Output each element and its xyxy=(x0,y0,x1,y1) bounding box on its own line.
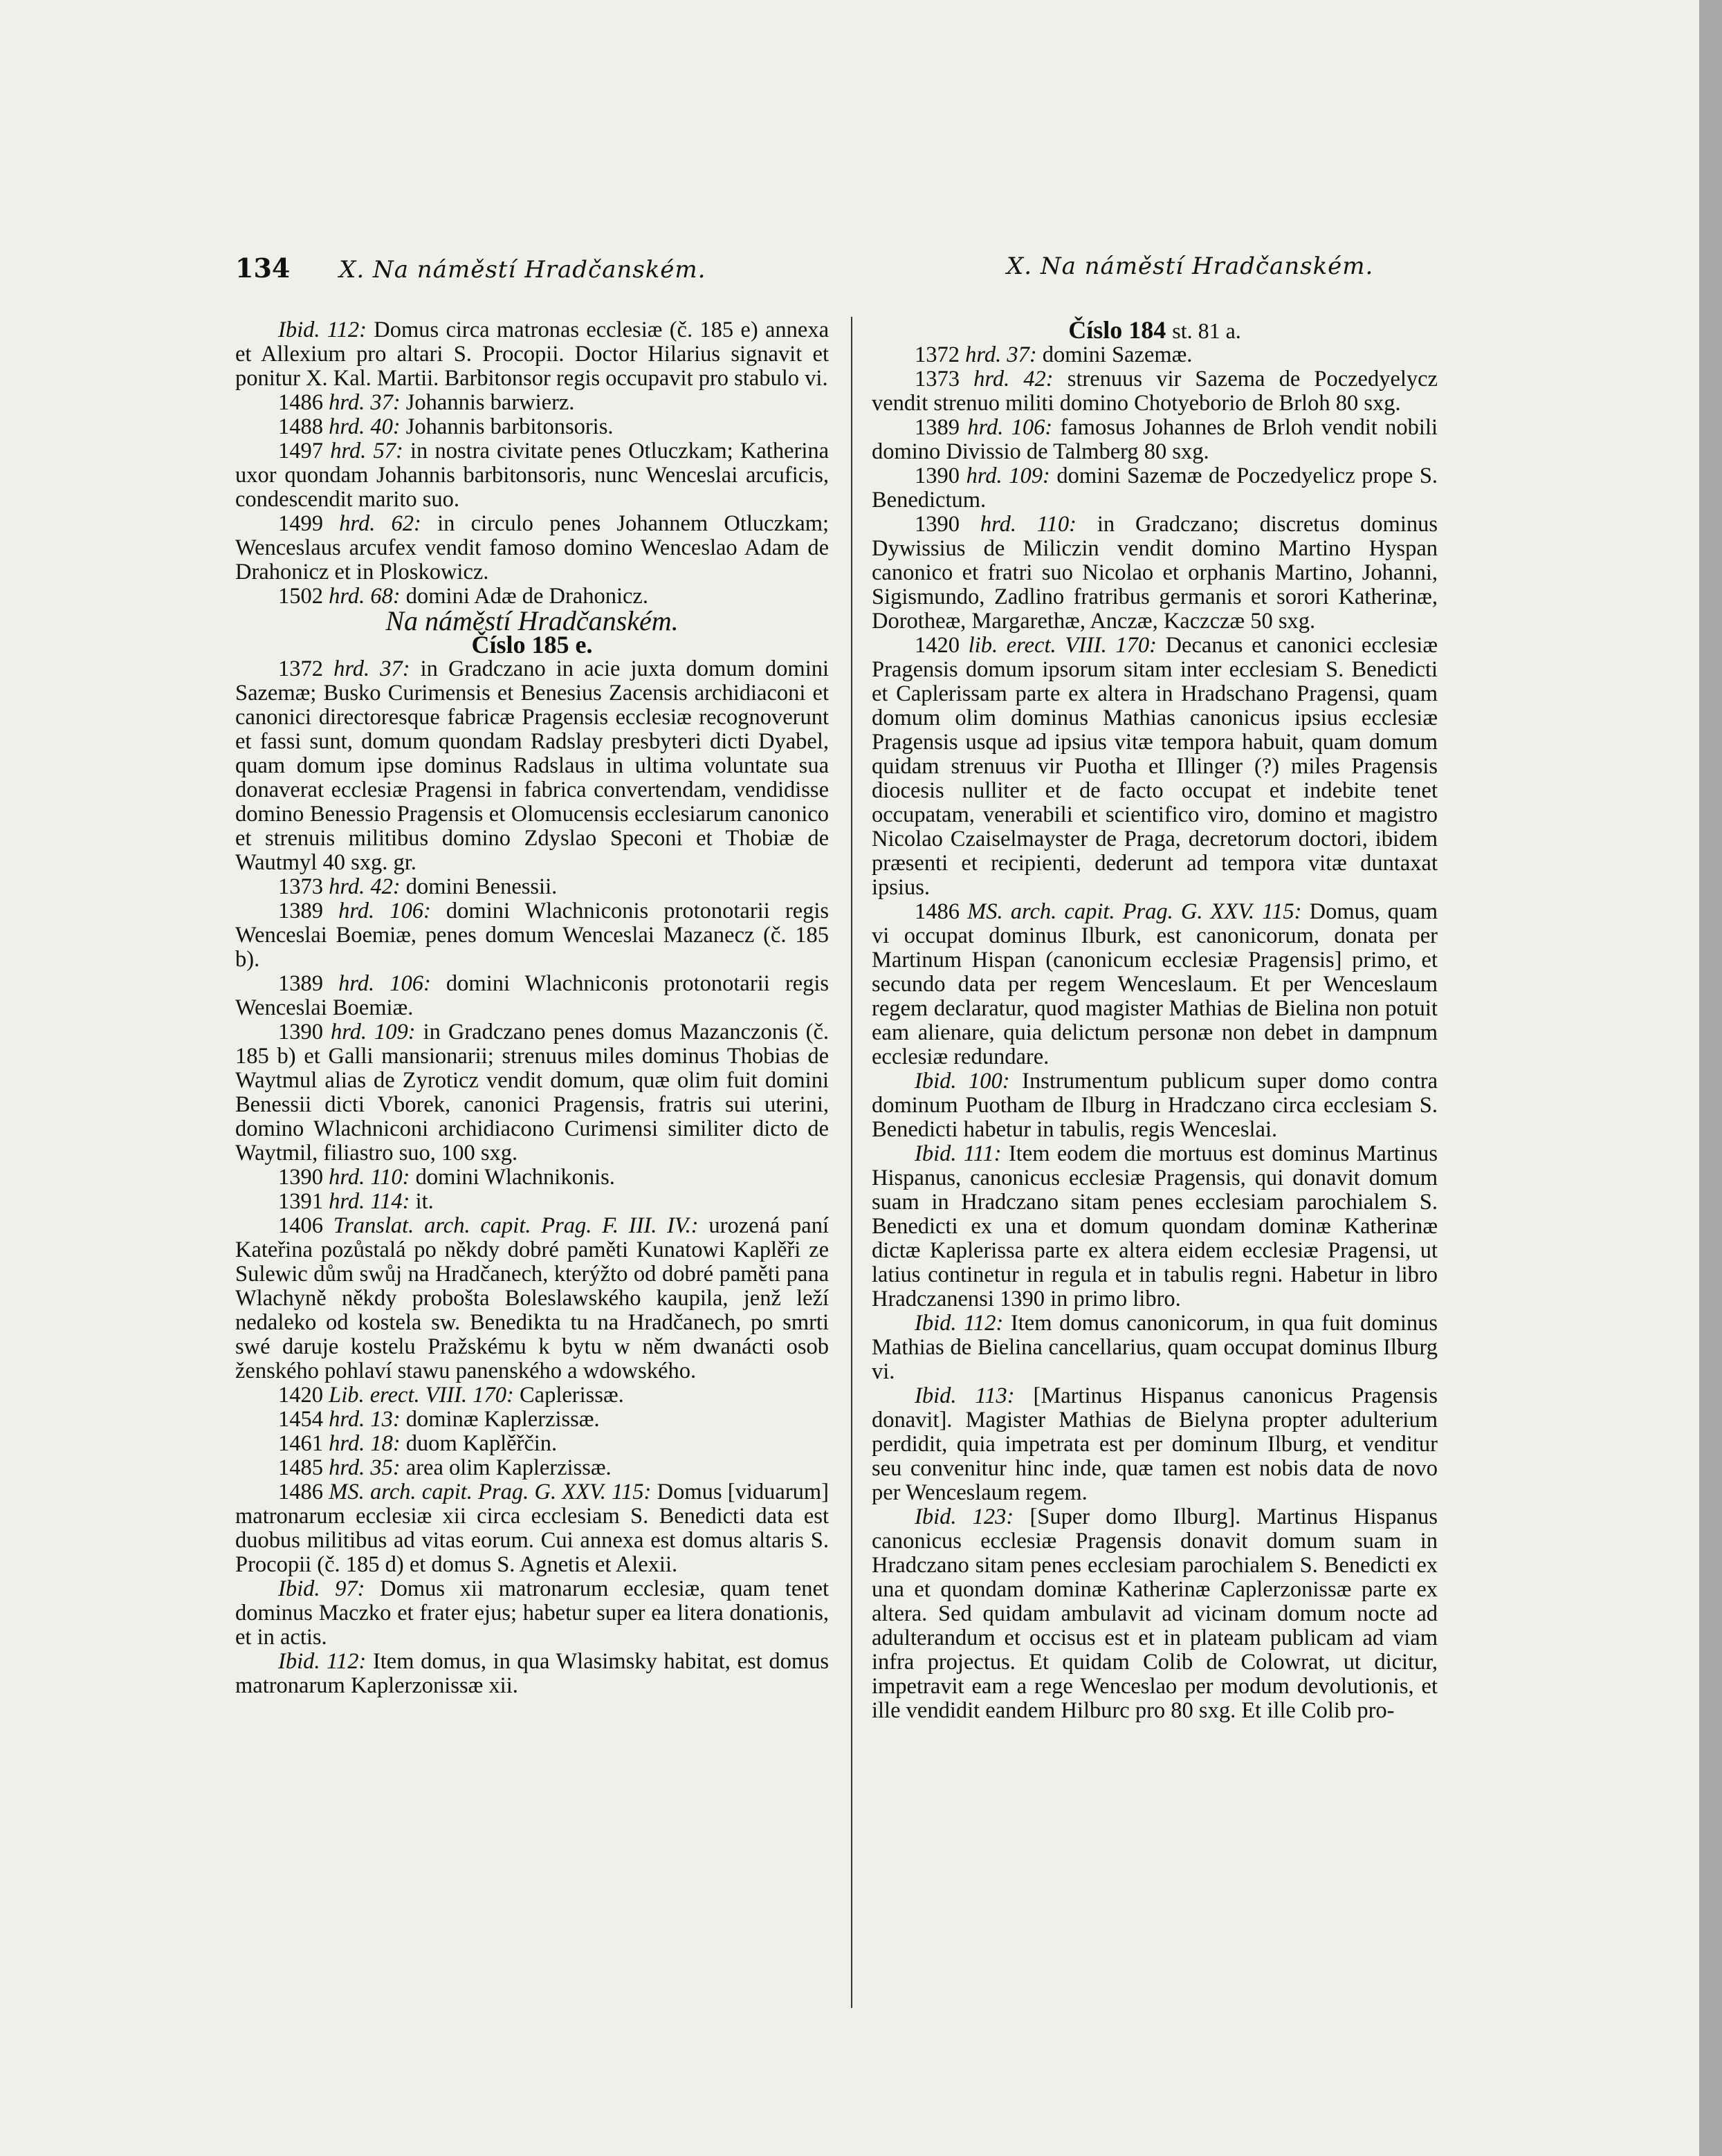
scan-edge xyxy=(1699,0,1722,2156)
entry-text: Caplerissæ. xyxy=(513,1383,624,1408)
entry-paragraph xyxy=(872,367,1438,416)
entry-text: domini Wlachniconis protonotarii regis Wenceslai Boemiæ. xyxy=(235,971,829,1020)
column-divider xyxy=(851,317,852,2008)
entry-citation: hrd. 110: xyxy=(329,1165,410,1190)
left-entries-185e xyxy=(235,657,829,1698)
entry-citation: Ibid. 112: xyxy=(915,1311,1004,1336)
house-number-185e: Číslo 185 e. xyxy=(471,631,593,658)
entry-paragraph xyxy=(235,512,829,584)
entry-text: Domus, quam vi occupat dominus Ilburk, est canonicorum, donata per Martinum Hispan (canonicum ecclesiæ Pragensis] primo, et secundo data per regem Wenceslaum. Et per Wenceslaum regem declaratur, quod magister Mathias de Bielina non potuit eam alienare, quia delictum personæ non debet in dampnum ecclesiæ redundare. xyxy=(872,899,1438,1069)
entry-text: [Super domo Ilburg]. Martinus Hispanus canonicus ecclesiæ Pragensis donavit domum suam in Hradczano sitam penes ecclesiam parochialem S. Benedicti ex una et quondam dominæ Katherinæ Caplerzonissæ parte ex altera. Sed quidam ambulavit ad vicinam domum nocte ad adulterandum et occisus est et in plateam publicam ad viam infra projectus. Et quidam Colib de Colowrat, ut dicitur, impetravit eam a rege Wenceslao per modum devolutionis, et ille vendidit eandem Hilburc pro 80 sxg. Et ille Colib pro- xyxy=(872,1504,1438,1723)
entry-text: Item domus, in qua Wlasimsky habitat, est domus matronarum Kaplerzonissæ xii. xyxy=(235,1649,830,1698)
entry-citation: hrd. 110: xyxy=(980,512,1077,537)
entry-text: Decanus et canonici ecclesiæ Pragensis domum ipsorum sitam inter ecclesiam S. Benedicti et Caplerissam parte ex altera in Hradschano Pragensi, quam domum olim dominus Mathias canonicus ipsius ecclesiæ Pragensis usque ad ipsius vitæ tempora habuit, quam domum quidam strenuus vir Puotha et Illinger (?) miles Pragensis diocesis nulliter et de facto occupat et indebite tenet occupatam, venerabili et scientifico viro, domino et magistro Nicolao Czaiselmayster de Praga, decretorum doctori, ibidem præsenti et recipienti, dederunt ad tempora vitæ duntaxat ipsius. xyxy=(872,633,1438,900)
entry-paragraph xyxy=(235,1408,829,1432)
entry-text: urozená paní Kateřina pozůstalá po někdy dobré paměti Kunatowi Kaplěři ze Sulewic dům swůj na Hradčanech, kterýžto od dobré paměti pana Wlachyně někdy probošta Boleslawského kaupila, jenž leží nedaleko od kostela sw. Benedikta tu na Hradčanech, po smrti swé daruje kostelu Pražskému k bytu w něm dwanácti osob ženského pohlaví stawu panenského a wdowského. xyxy=(235,1213,829,1383)
entry-citation: hrd. 57: xyxy=(330,439,403,463)
right-entries-184 xyxy=(872,343,1438,1723)
entry-paragraph xyxy=(872,1384,1438,1505)
entry-year: 1389 xyxy=(278,899,339,923)
entry-citation: Ibid. 100: xyxy=(915,1069,1010,1094)
entry-text: in Gradczano penes domus Mazanczonis (č. 185 b) et Galli mansionarii; strenuus miles dominus Thobias de Waytmul alias de Zyroticz vendit domum, quæ olim fuit domini Benessii dicti Vborek, canonici Pragensis, fratris sui uterini, domino Wlachniconi archidiacono Curimensi similiter dicto de Waytmil, filiastro suo, 100 sxg. xyxy=(235,1020,830,1165)
entry-citation: hrd. 106: xyxy=(338,899,431,923)
entry-citation: Ibid. 97: xyxy=(278,1576,365,1601)
page-number: 134 xyxy=(235,252,291,284)
entry-paragraph xyxy=(872,464,1438,513)
entry-paragraph xyxy=(235,415,829,439)
entry-paragraph xyxy=(872,634,1438,900)
entry-text: Domus [viduarum] matronarum ecclesiæ xii circa ecclesiam S. Benedicti data est duobus militibus ad vitas eorum. Cui annexa est domus altaris S. Procopii (č. 185 d) et domus S. Agnetis et Alexii. xyxy=(235,1480,829,1577)
entry-citation: hrd. 37: xyxy=(965,342,1037,367)
right-running-header xyxy=(1007,252,1373,280)
entry-paragraph xyxy=(235,972,829,1020)
entry-paragraph xyxy=(235,1650,829,1698)
entry-year: 1486 xyxy=(915,899,968,924)
entry-paragraph xyxy=(235,875,829,899)
entry-paragraph xyxy=(872,1142,1438,1311)
entry-citation: Ibid. 112: xyxy=(278,317,367,342)
entry-text: duom Kaplěřčin. xyxy=(400,1431,558,1456)
right-header-title: X. Na náměstí Hradčanském. xyxy=(1007,252,1374,280)
entry-year: 1373 xyxy=(915,367,974,391)
entry-citation: hrd. 114: xyxy=(329,1189,410,1214)
entry-paragraph xyxy=(872,1311,1438,1384)
entry-paragraph xyxy=(235,1214,829,1383)
entry-citation: hrd. 42: xyxy=(973,367,1054,391)
entry-text: domini Wlachnikonis. xyxy=(410,1165,615,1190)
entry-text: famosus Johannes de Brloh vendit nobili domino Divissio de Talmberg 80 sxg. xyxy=(872,415,1438,464)
entry-paragraph xyxy=(235,1165,829,1190)
entry-citation: hrd. 37: xyxy=(329,390,401,415)
entry-year: 1372 xyxy=(278,656,334,681)
entry-text: Johannis barbitonsoris. xyxy=(400,414,614,439)
entry-text: dominæ Kaplerzissæ. xyxy=(400,1407,600,1432)
entry-text: in Gradczano; discretus dominus Dywissius de Miliczin vendit domino Martino Hyspan canonico et fratri suo Nicolao et orphanis Martino, Johanni, Sigismundo, Zadlino fratribus germanis et sorori Katherinæ, Dorotheæ, Margarethæ, Anczæ, Kaczczæ 50 sxg. xyxy=(872,512,1438,634)
entry-year: 1486 xyxy=(278,1480,329,1504)
entry-text: domini Sazemæ de Poczedyelicz prope S. Benedictum. xyxy=(872,463,1438,513)
entry-year: 1486 xyxy=(278,390,329,415)
entry-year: 1389 xyxy=(278,971,339,996)
entry-text: Domus xii matronarum ecclesiæ, quam tenet dominus Maczko et frater ejus; habetur super ea litera donationis, et in actis. xyxy=(235,1576,829,1650)
entry-paragraph xyxy=(872,416,1438,464)
entry-citation: Ibid. 123: xyxy=(915,1504,1014,1529)
entry-year: 1373 xyxy=(278,874,329,899)
entry-year: 1420 xyxy=(915,633,969,658)
entry-paragraph xyxy=(872,513,1438,634)
entry-citation: hrd. 106: xyxy=(338,971,431,996)
entry-citation: hrd. 40: xyxy=(329,414,401,439)
entry-text: domini Adæ de Drahonicz. xyxy=(400,584,648,609)
left-column xyxy=(235,318,829,1698)
entry-year: 1390 xyxy=(278,1165,329,1190)
entry-citation: hrd. 109: xyxy=(966,463,1050,488)
entry-year: 1391 xyxy=(278,1189,329,1214)
entry-citation: Translat. arch. capit. Prag. F. III. IV.: xyxy=(333,1213,699,1238)
entry-citation: hrd. 18: xyxy=(329,1431,401,1456)
entry-citation: Ibid. 113: xyxy=(915,1383,1015,1408)
entry-year: 1390 xyxy=(915,512,980,537)
house-number-184-st: st. 81 a. xyxy=(1172,318,1241,343)
left-entries-top xyxy=(235,318,829,609)
entry-text: domini Wlachniconis protonotarii regis Wenceslai Boemiæ, penes domum Wenceslai Mazanecz (č. 185 b). xyxy=(235,899,829,972)
entry-citation: hrd. 68: xyxy=(329,584,401,609)
entry-citation: hrd. 13: xyxy=(329,1407,401,1432)
entry-text: in circulo penes Johannem Otluczkam; Wenceslaus arcufex vendit famoso domino Wenceslao Adam de Drahonicz et in Ploskowicz. xyxy=(235,511,830,584)
entry-year: 1390 xyxy=(278,1020,331,1044)
entry-year: 1499 xyxy=(278,511,340,536)
entry-text: Item eodem die mortuus est dominus Martinus Hispanus, canonicus ecclesiæ Pragensis, qui donavit domum suam in Hradczano sitam penes ecclesiam parochialem S. Benedicti ex una et domum quondam dominæ Katherinæ dictæ Kaplerissa parte ex altera eidem ecclesiæ Pragensi, ut latius continetur in regula et in tabulis regni. Habetur in libro Hradczanensi 1390 in primo libro. xyxy=(872,1141,1438,1311)
entry-text: strenuus vir Sazema de Poczedyelycz vendit strenuo militi domino Chotyeborio de Brloh 80 sxg. xyxy=(872,367,1438,416)
entry-year: 1372 xyxy=(915,342,966,367)
entry-year: 1502 xyxy=(278,584,329,609)
entry-citation: Ibid. 112: xyxy=(278,1649,367,1674)
right-column xyxy=(872,318,1438,1723)
entry-paragraph xyxy=(872,1069,1438,1142)
entry-paragraph xyxy=(872,343,1438,367)
entry-citation: hrd. 109: xyxy=(330,1020,416,1044)
entry-text: domini Benessii. xyxy=(400,874,558,899)
entry-paragraph xyxy=(235,1577,829,1650)
entry-text: area olim Kaplerzissæ. xyxy=(400,1455,612,1480)
entry-paragraph xyxy=(872,900,1438,1069)
entry-citation: hrd. 42: xyxy=(329,874,401,899)
entry-text: [Martinus Hispanus canonicus Pragensis donavit]. Magister Mathias de Bielyna propter adulterium perdidit, quia impetrata est per dominum Ilburg, et venditur seu convenitur hinc inde, quæ tamen est nobis data de novo per Wenceslaum regem. xyxy=(872,1383,1438,1505)
entry-text: in Gradczano in acie juxta domum domini Sazemæ; Busko Curimensis et Benesius Zacensis archidiaconi et canonici directoresque fabricæ Pragensis ecclesiæ recognoverunt et fassi sunt, domum quondam Radslay presbyteri dicti Dyabel, quam domum ipse dominus Radslaus in ultima voluntate sua donaverat ecclesiæ Pragensi in fabrica convertendam, vendidisse domino Benessio Pragensis et Olomucensis ecclesiarum canonico et strenuis militibus domino Zdyslao Speconi et Thobiæ de Wautmyl 40 sxg. gr. xyxy=(235,656,830,875)
entry-year: 1454 xyxy=(278,1407,329,1432)
entry-citation: lib. erect. VIII. 170: xyxy=(968,633,1157,658)
entry-paragraph xyxy=(235,657,829,875)
entry-citation: hrd. 35: xyxy=(329,1455,401,1480)
entry-paragraph xyxy=(235,439,829,512)
entry-paragraph xyxy=(235,318,829,391)
left-header-title: X. Na náměstí Hradčanském. xyxy=(339,256,706,284)
entry-text: Johannis barwierz. xyxy=(400,390,575,415)
entry-paragraph xyxy=(235,391,829,415)
section-title: Na náměstí Hradčanském. xyxy=(385,605,679,636)
entry-year: 1497 xyxy=(278,439,331,463)
entry-year: 1488 xyxy=(278,414,329,439)
entry-paragraph xyxy=(235,1383,829,1408)
house-number-184 xyxy=(872,318,1438,343)
entry-year: 1390 xyxy=(915,463,967,488)
entry-paragraph xyxy=(235,1020,829,1165)
entry-text: domini Sazemæ. xyxy=(1036,342,1193,367)
entry-paragraph xyxy=(872,1505,1438,1723)
entry-paragraph xyxy=(235,899,829,972)
entry-paragraph xyxy=(235,1456,829,1480)
entry-text: Domus circa matronas ecclesiæ (č. 185 e) annexa et Allexium pro altari S. Procopii. Doctor Hilarius signavit et ponitur X. Kal. Martii. Barbitonsor regis occupavit pro stabulo vi. xyxy=(235,317,830,391)
entry-citation: hrd. 37: xyxy=(333,656,410,681)
entry-paragraph xyxy=(235,1432,829,1456)
entry-citation: MS. arch. capit. Prag. G. XXV. 115: xyxy=(967,899,1302,924)
entry-text: Instrumentum publicum super domo contra dominum Puotham de Ilburg in Hradczano circa ecclesiam S. Benedicti habetur in tabulis, regis Wenceslai. xyxy=(872,1069,1438,1142)
entry-year: 1420 xyxy=(278,1383,329,1408)
entry-citation: Lib. erect. VIII. 170: xyxy=(329,1383,514,1408)
entry-year: 1406 xyxy=(278,1213,333,1238)
entry-citation: hrd. 106: xyxy=(967,415,1053,440)
entry-year: 1461 xyxy=(278,1431,329,1456)
entry-text: it. xyxy=(410,1189,434,1214)
entry-citation: MS. arch. capit. Prag. G. XXV. 115: xyxy=(329,1480,652,1504)
entry-citation: hrd. 62: xyxy=(339,511,421,536)
entry-year: 1389 xyxy=(915,415,968,440)
entry-paragraph xyxy=(235,1480,829,1577)
entry-text: Item domus canonicorum, in qua fuit dominus Mathias de Bielina cancellarius, quam occupat dominus Ilburg vi. xyxy=(872,1311,1438,1384)
entry-citation: Ibid. 111: xyxy=(915,1141,1002,1166)
entry-text: in nostra civitate penes Otluczkam; Katherina uxor quondam Johannis barbitonsoris, nunc Wenceslai arcuficis, condescendit marito suo. xyxy=(235,439,830,512)
house-number-184-label: Číslo 184 xyxy=(1068,316,1166,344)
entry-paragraph xyxy=(235,1190,829,1214)
entry-year: 1485 xyxy=(278,1455,329,1480)
left-running-header xyxy=(235,252,706,284)
